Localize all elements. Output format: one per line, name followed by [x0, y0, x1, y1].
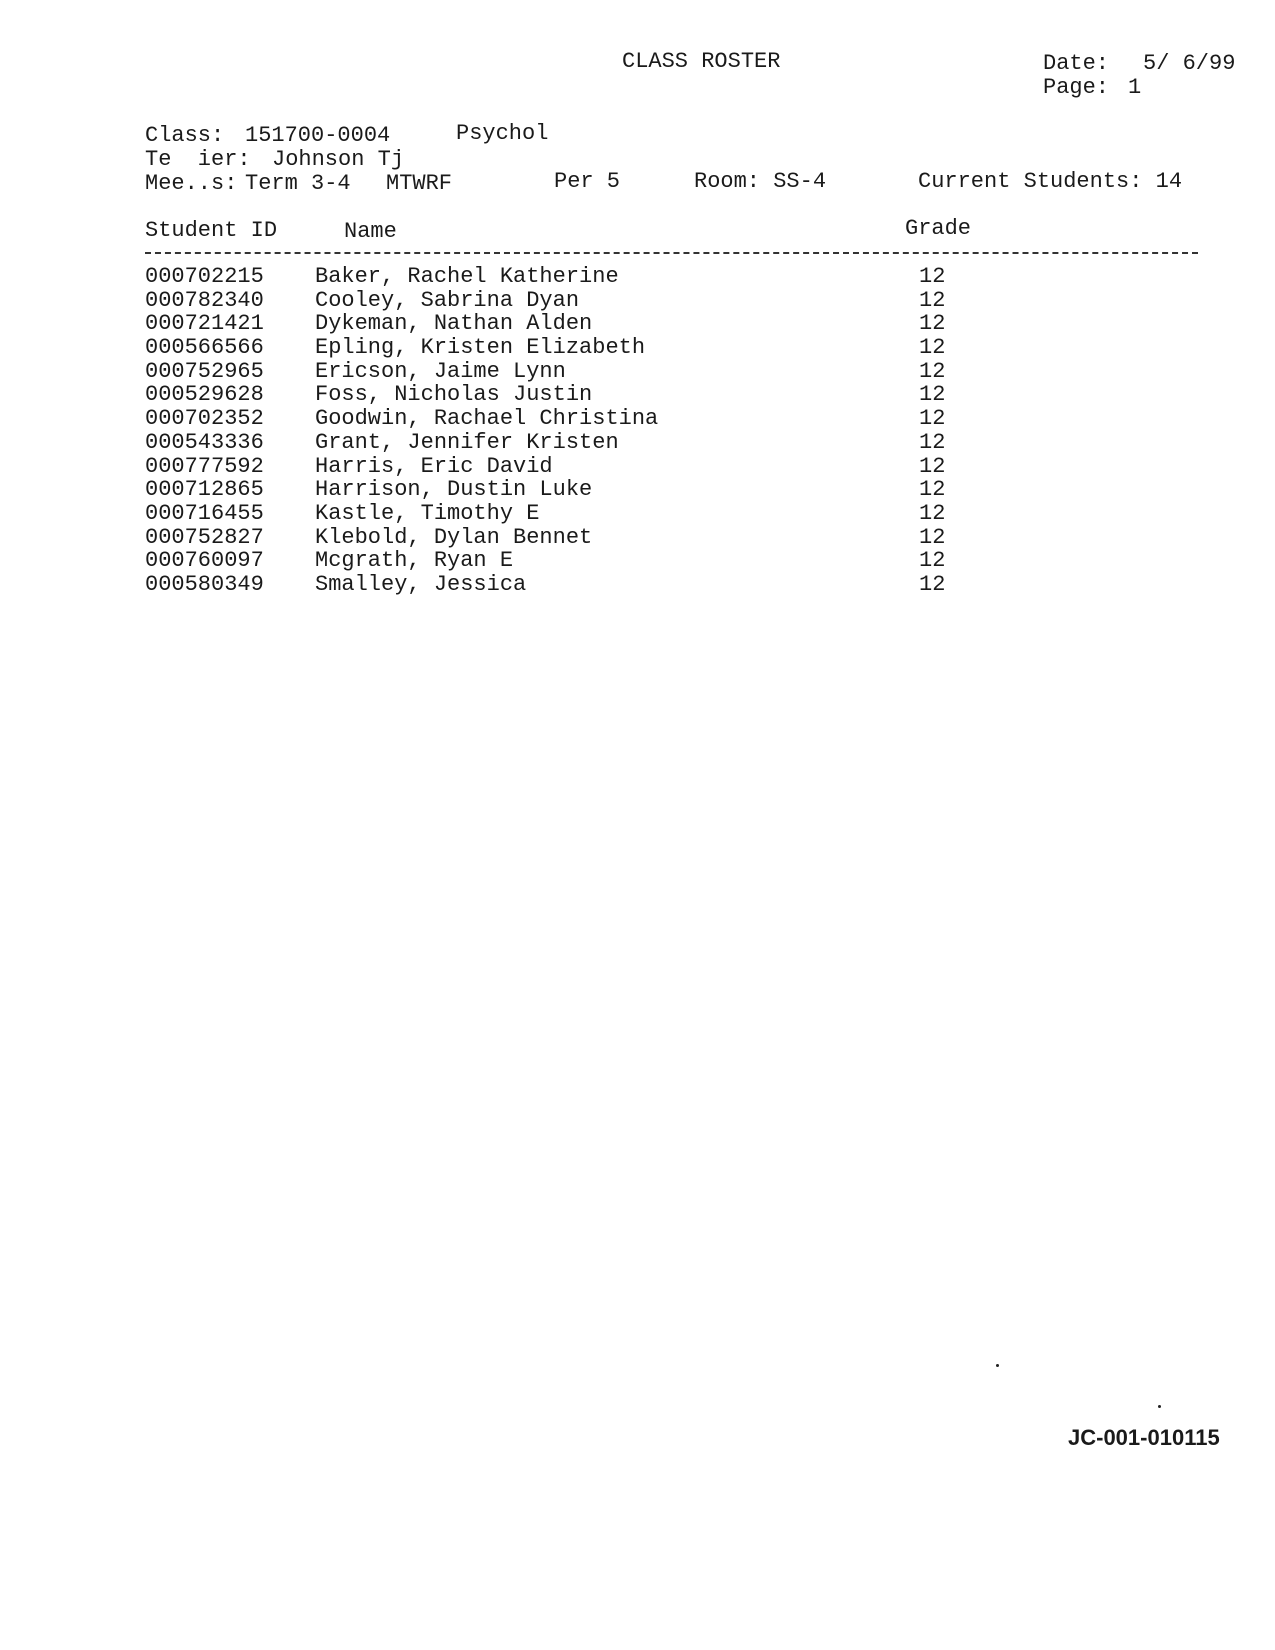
- student-id: 000752965: [145, 358, 264, 384]
- student-name: Goodwin, Rachael Christina: [315, 406, 659, 432]
- student-grade: 12: [919, 358, 946, 384]
- student-grade: 12: [919, 406, 946, 432]
- table-row: [145, 336, 979, 360]
- student-name: Grant, Jennifer Kristen: [315, 429, 619, 455]
- student-id: 000529628: [145, 382, 264, 408]
- student-grade: 12: [919, 382, 946, 408]
- teacher-label: Te ier:: [145, 147, 251, 172]
- student-grade: 12: [919, 287, 946, 313]
- date-value: 5/ 6/99: [1143, 51, 1236, 76]
- header-divider: [145, 252, 1198, 254]
- student-name: Baker, Rachel Katherine: [315, 264, 619, 289]
- table-row: [145, 407, 979, 431]
- student-grade: 12: [919, 453, 946, 479]
- student-name: Kastle, Timothy E: [315, 500, 540, 526]
- document-id-stamp: JC-001-010115: [1068, 1425, 1220, 1450]
- student-id: 000566566: [145, 335, 264, 361]
- table-row: [145, 312, 979, 336]
- student-name: Harrison, Dustin Luke: [315, 477, 593, 503]
- student-id: 000760097: [145, 548, 264, 574]
- student-id: 000716455: [145, 500, 264, 526]
- current-students-count: Current Students: 14: [918, 169, 1183, 194]
- student-id: 000712865: [145, 477, 264, 503]
- table-row: [145, 431, 979, 455]
- student-grade: 12: [919, 548, 946, 574]
- student-name: Ericson, Jaime Lynn: [315, 358, 566, 384]
- table-row: [145, 502, 979, 526]
- class-room: Room: SS-4: [694, 169, 827, 194]
- table-row: [145, 549, 979, 573]
- page-title: CLASS ROSTER: [622, 49, 781, 74]
- table-row: [145, 455, 979, 479]
- student-name: Harris, Eric David: [315, 453, 553, 479]
- meets-term: Term 3-4: [245, 171, 351, 196]
- student-name: Foss, Nicholas Justin: [315, 382, 593, 408]
- student-id: 000702352: [145, 406, 264, 432]
- student-grade: 12: [919, 477, 946, 503]
- table-row: [145, 573, 979, 597]
- class-subject: Psychol: [456, 121, 549, 146]
- table-row: [145, 289, 979, 313]
- student-grade: 12: [919, 571, 946, 597]
- student-id: 000702215: [145, 264, 264, 289]
- student-name: Mcgrath, Ryan E: [315, 548, 514, 574]
- page-label: Page:: [1043, 75, 1110, 100]
- student-grade: 12: [919, 264, 946, 289]
- teacher-name: Johnson Tj: [272, 147, 405, 172]
- student-id: 000721421: [145, 311, 264, 337]
- student-id: 000752827: [145, 524, 264, 550]
- meets-days: MTWRF: [386, 171, 453, 196]
- column-header-grade: Grade: [905, 216, 972, 241]
- student-name: Cooley, Sabrina Dyan: [315, 287, 580, 313]
- class-label: Class:: [145, 123, 225, 148]
- table-row: [145, 265, 979, 289]
- class-period: Per 5: [554, 169, 621, 194]
- student-grade: 12: [919, 335, 946, 361]
- student-grade: 12: [919, 524, 946, 550]
- table-row: [145, 360, 979, 384]
- column-header-student-id: Student ID: [145, 218, 278, 243]
- student-id: 000782340: [145, 287, 264, 313]
- student-name: Epling, Kristen Elizabeth: [315, 335, 646, 361]
- table-row: [145, 526, 979, 550]
- student-name: Dykeman, Nathan Alden: [315, 311, 593, 337]
- column-header-name: Name: [344, 219, 397, 244]
- student-name: Klebold, Dylan Bennet: [315, 524, 593, 550]
- student-name: Smalley, Jessica: [315, 571, 527, 597]
- student-id: 000580349: [145, 571, 264, 597]
- scan-speck: [1158, 1405, 1161, 1408]
- student-grade: 12: [919, 429, 946, 455]
- meets-label: Mee..s:: [145, 171, 238, 196]
- roster-table: [145, 265, 979, 597]
- student-grade: 12: [919, 500, 946, 526]
- student-id: 000777592: [145, 453, 264, 479]
- page-number: 1: [1128, 75, 1142, 100]
- student-id: 000543336: [145, 429, 264, 455]
- scan-speck: [996, 1364, 999, 1367]
- date-label: Date:: [1043, 51, 1110, 76]
- table-row: [145, 478, 979, 502]
- class-number: 151700-0004: [245, 123, 391, 148]
- student-grade: 12: [919, 311, 946, 337]
- table-row: [145, 383, 979, 407]
